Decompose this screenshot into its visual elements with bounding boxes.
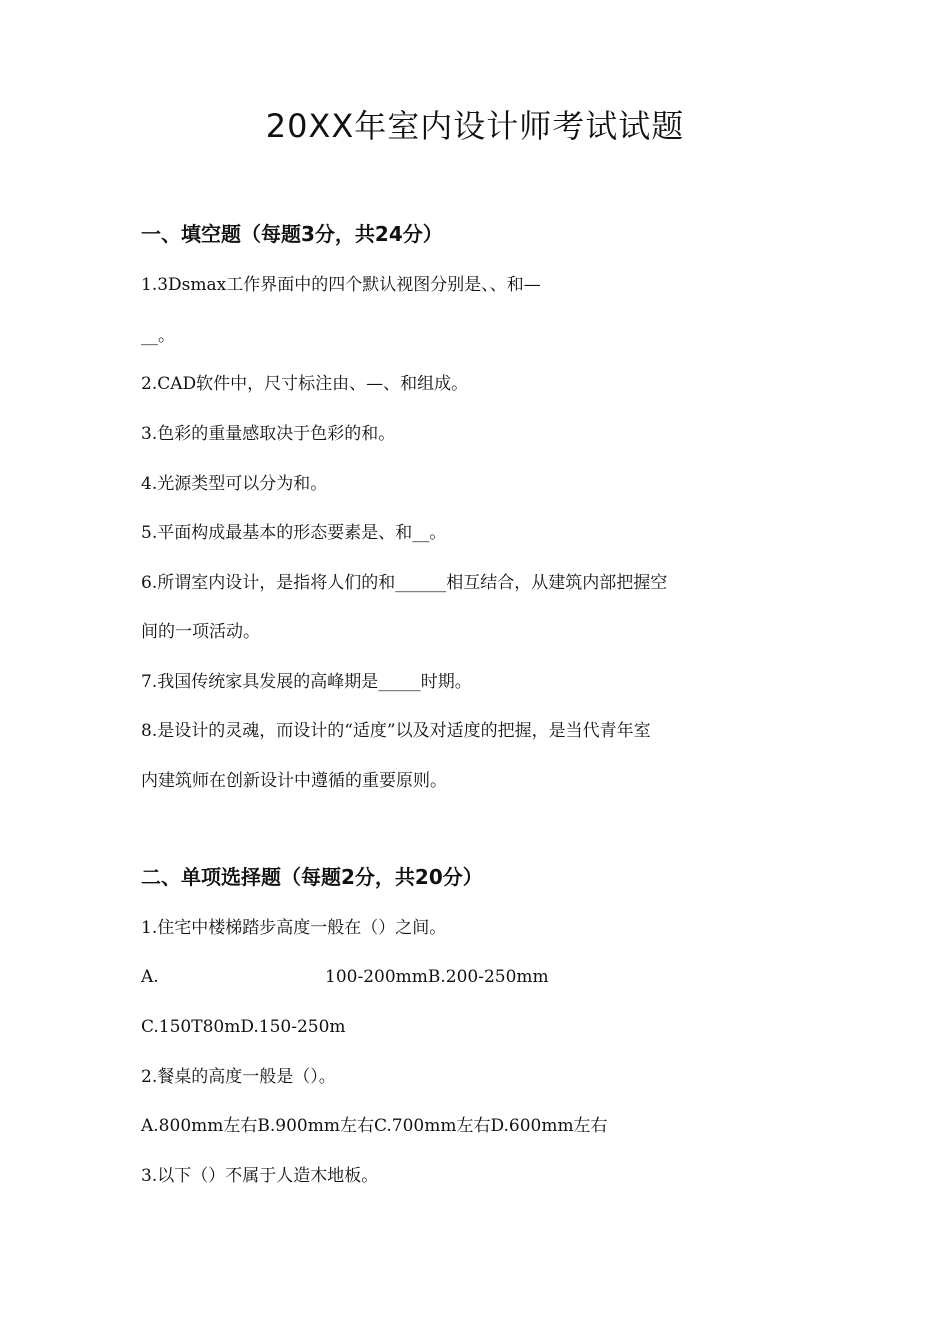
question-line: 1.3Dsmax工作界面中的四个默认视图分别是、、和—	[141, 275, 541, 295]
question-line: 2.CAD软件中，尺寸标注由、—、和组成。	[141, 374, 469, 394]
question-line: 1.住宅中楼梯踏步高度一般在（）之间。	[141, 918, 447, 938]
section-heading-fill-in: 一、填空题（每题3分，共24分）	[141, 222, 443, 246]
question-line: 6.所谓室内设计，是指将人们的和______相互结合，从建筑内部把握空	[141, 573, 668, 593]
question-line: 4.光源类型可以分为和。	[141, 474, 328, 494]
option-line: 100-200mmB.200-250mm	[325, 967, 549, 987]
option-label: A.	[141, 967, 159, 987]
question-line: 3.以下（）不属于人造木地板。	[141, 1166, 379, 1186]
question-line: 内建筑师在创新设计中遵循的重要原则。	[141, 771, 447, 791]
question-line: 8.是设计的灵魂，而设计的“适度”以及对适度的把握，是当代青年室	[141, 721, 651, 741]
question-line: __。	[141, 326, 175, 346]
option-line: A.800mm左右B.900mm左右C.700mm左右D.600mm左右	[141, 1116, 608, 1136]
question-line: 7.我国传统家具发展的高峰期是_____时期。	[141, 672, 472, 692]
question-line: 3.色彩的重量感取决于色彩的和。	[141, 424, 396, 444]
option-line: C.150T80mD.150-250m	[141, 1017, 346, 1037]
question-line: 2.餐桌的高度一般是（）。	[141, 1067, 336, 1087]
question-line: 间的一项活动。	[141, 622, 260, 642]
section-heading-single-choice: 二、单项选择题（每题2分，共20分）	[141, 865, 483, 889]
document-title: 20XX年室内设计师考试试题	[265, 107, 685, 145]
question-line: 5.平面构成最基本的形态要素是、和__。	[141, 523, 447, 543]
